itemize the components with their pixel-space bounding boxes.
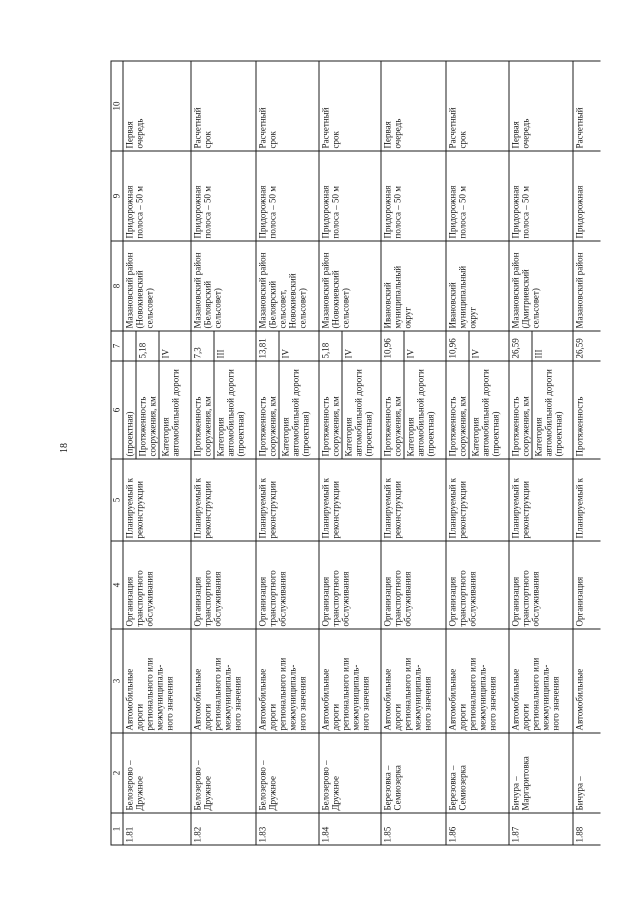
parameter-length-row [256,331,279,458]
parameter-lead-row [123,331,136,458]
cell-purpose: Организация транспортного обслуживания [509,540,573,628]
parameter-length-label: Протяженность сооружения, км [319,360,341,458]
cell-status: Планируемый к реконструкции [191,458,256,540]
cell-number: 1.86 [446,812,509,844]
parameter-length-value: 26,59 [574,337,584,358]
cell-protection-zone: Придорожная полоса – 50 м [256,150,319,240]
cell-number: 1.83 [256,812,319,844]
parameter-length-row [136,331,159,458]
cell-number: 1.82 [191,812,256,844]
parameter-category-label: Категория автомобильной дороги (проектная) [404,360,445,458]
cell-parameters [191,330,256,458]
parameter-length-row [319,331,342,458]
column-header-2: 2 [111,732,123,812]
cell-road-name: Бичура – [573,732,600,812]
parameter-category-value: IV [470,348,480,358]
cell-parameters [381,330,446,458]
cell-road-type: Автомобильные дороги регионального или межмуниципаль-ного значения [446,628,509,732]
cell-road-type: Автомобильные дороги регионального или межмуниципаль-ного значения [123,628,191,732]
cell-location: Ивановский муниципальный округ [381,240,446,330]
cell-purpose: Организация транспортного обслуживания [256,540,319,628]
cell-status: Планируемый к реконструкции [381,458,446,540]
column-header-4: 4 [111,540,123,628]
parameter-length-value: 5,18 [320,342,330,358]
cell-purpose: Организация транспортного обслуживания [319,540,381,628]
column-header-5: 5 [111,458,123,540]
cell-number: 1.85 [381,812,446,844]
parameter-category-value: IV [405,348,415,358]
cell-parameters [446,330,509,458]
cell-road-name: Белозерово – Дружное [191,732,256,812]
column-header-9: 9 [111,150,123,240]
parameter-category-label: Категория автомобильной дороги (проектная) [469,360,508,458]
cell-road-name: Березовка – Семиозерка [446,732,509,812]
cell-location: Ивановский муниципальный округ [446,240,509,330]
cell-road-type: Автомобильные дороги регионального или межмуниципаль-ного значения [191,628,256,732]
cell-location: Мазановский район (Новокиевский сельсовет) [123,240,191,330]
table-row-1-85 [381,60,446,844]
parameter-length-row [446,331,469,458]
table-header-row [111,60,123,844]
parameter-length-value: 10,96 [382,337,392,358]
parameter-category-value: IV [160,348,170,358]
parameter-category-label: Категория автомобильной дороги (проектная) [214,360,255,458]
cell-protection-zone: Придорожная полоса – 50 м [191,150,256,240]
table-row-1-84 [319,60,381,844]
cell-purpose: Организация транспортного обслуживания [123,540,191,628]
cell-stage: Первая очередь [123,60,191,150]
parameter-lead-value [123,331,135,360]
parameter-category-label: Категория автомобильной дороги [159,360,190,458]
cell-location: Мазановский район (Дмитриевский сельсовет) [509,240,573,330]
parameter-length-label: Протяженность сооружения, км [191,360,213,458]
parameter-length-row [573,331,600,458]
road-objects-table [110,60,600,845]
cell-stage: Расчетный срок [256,60,319,150]
parameter-category-row [404,331,445,458]
cell-stage: Расчетный срок [446,60,509,150]
cell-stage: Первая очередь [381,60,446,150]
cell-location: Мазановский район (Новокиевский сельсовет) [319,240,381,330]
table-row-1-83 [256,60,319,844]
parameter-length-label: Протяженность сооружения, км [136,360,158,458]
cell-road-type: Автомобильные дороги регионального или межмуниципаль-ного значения [381,628,446,732]
parameter-category-label: Категория автомобильной дороги (проектная) [279,360,318,458]
table-row-1-86 [446,60,509,844]
parameter-length-value: 10,96 [447,337,457,358]
parameter-category-row [469,331,508,458]
cell-protection-zone: Придорожная полоса – 50 м [319,150,381,240]
cell-number: 1.84 [319,812,381,844]
table-row-1-87 [509,60,573,844]
cell-number: 1.88 [573,812,600,844]
cell-protection-zone: Придорожная полоса – 50 м [509,150,573,240]
parameter-category-row [532,331,572,458]
column-header-7: 7 [111,330,123,360]
cell-stage: Расчетный [573,60,600,150]
cell-protection-zone: Придорожная полоса – 50 м [381,150,446,240]
parameter-category-label: Категория автомобильной дороги (проектная) [342,360,380,458]
cell-purpose: Организация транспортного обслуживания [446,540,509,628]
parameter-category-label: Категория автомобильной дороги (проектная) [532,360,572,458]
cell-road-name: Березовка – Семиозерка [381,732,446,812]
parameter-length-label: Протяженность сооружения, км [446,360,468,458]
cell-road-name: Белозерово – Дружное [123,732,191,812]
parameter-category-row [342,331,380,458]
cell-road-type: Автомобильные дороги регионального или межмуниципаль-ного значения [319,628,381,732]
cell-protection-zone: Придорожная [573,150,600,240]
column-header-6: 6 [111,360,123,458]
cell-parameters [256,330,319,458]
cell-parameters [319,330,381,458]
parameter-length-value: 7,3 [192,346,202,358]
cell-location: Мазановский район (Белоярский сельсовет) [191,240,256,330]
parameter-length-value: 26,59 [510,337,520,358]
cell-stage: Первая очередь [509,60,573,150]
parameter-length-row [509,331,532,458]
cell-protection-zone: Придорожная полоса – 50 м [446,150,509,240]
cell-status: Планируемый к реконструкции [446,458,509,540]
cell-number: 1.81 [123,812,191,844]
cell-road-type: Автомобильные дороги регионального или межмуниципаль-ного значения [509,628,573,732]
table-row-1-88 [573,60,600,844]
cell-stage: Расчетный срок [319,60,381,150]
column-header-8: 8 [111,240,123,330]
cell-location: Мазановский район (Белоярский сельсовет, Новокиевский сельсовет) [256,240,319,330]
cell-road-type: Автомобильные [573,628,600,732]
cell-parameters [573,330,600,458]
cell-road-name: Белозерово – Дружное [256,732,319,812]
cell-parameters [509,330,573,458]
cell-status: Планируемый к реконструкции [256,458,319,540]
cell-stage: Расчетный срок [191,60,256,150]
parameter-length-row [381,331,404,458]
cell-road-type: Автомобильные дороги регионального или межмуниципаль-ного значения [256,628,319,732]
cell-road-name: Белозерово – Дружное [319,732,381,812]
cell-purpose: Организация транспортного обслуживания [381,540,446,628]
parameter-length-label: Протяженность сооружения, км [256,360,278,458]
cell-location: Мазановский район [573,240,600,330]
column-header-1: 1 [111,812,123,844]
cell-status: Планируемый к реконструкции [509,458,573,540]
cell-parameters [123,330,191,458]
cell-purpose: Организация транспортного обслуживания [191,540,256,628]
cell-purpose: Организация [573,540,600,628]
parameter-category-row [159,331,190,458]
parameter-category-value: III [215,349,225,358]
cell-number: 1.87 [509,812,573,844]
table-row-1-81 [123,60,191,844]
cell-status: Планируемый к реконструкции [123,458,191,540]
parameter-category-value: IV [280,348,290,358]
parameter-length-label: Протяженность сооружения, км [509,360,531,458]
parameter-length-label: Протяженность [573,360,600,458]
parameter-length-value: 5,18 [137,342,147,358]
page-number: 18 [59,443,70,453]
cell-road-name: Бичура – Маргаритовка [509,732,573,812]
parameter-length-row [191,331,214,458]
parameter-lead: (проектная) [123,360,135,458]
cell-protection-zone: Придорожная полоса – 50 м [123,150,191,240]
column-header-10: 10 [111,60,123,150]
parameter-category-value: III [533,349,543,358]
column-header-3: 3 [111,628,123,732]
parameter-category-row [279,331,318,458]
parameter-category-value: IV [343,348,353,358]
parameter-length-value: 13,81 [257,337,267,358]
cell-status: Планируемый к [573,458,600,540]
cell-status: Планируемый к реконструкции [319,458,381,540]
parameter-length-label: Протяженность сооружения, км [381,360,403,458]
parameter-category-row [214,331,255,458]
table-row-1-82 [191,60,256,844]
